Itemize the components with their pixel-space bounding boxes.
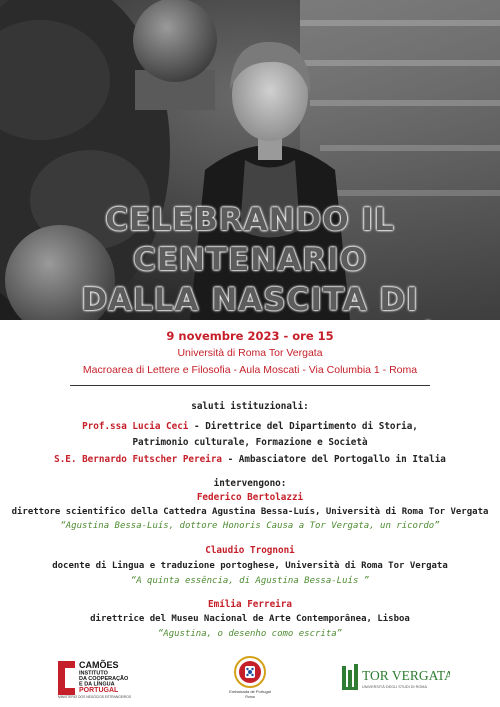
speaker-name: S.E. Bernardo Futscher Pereira [54,454,223,465]
speaker-role: - Direttrice del Dipartimento di Storia, [188,421,418,432]
camoes-line-3: E DA LÍNGUA [79,681,115,688]
talks-heading: intervengono: [213,478,287,489]
greeting-speaker-1-role-cont: Patrimonio culturale, Formazione e Società [132,437,368,448]
camoes-line-4: PORTUGAL [79,687,119,694]
embassy-caption-2: Roma [245,695,255,699]
embassy-logo [222,654,278,700]
greeting-speaker-2 [0,454,500,465]
tor-vergata-subtitle: UNIVERSITÀ DEGLI STUDI DI ROMA [362,685,427,689]
camoes-ministry: MINISTÉRIO DOS NEGÓCIOS ESTRANGEIROS [58,695,132,698]
camoes-line-2: DA COOPERAÇÃO [79,676,129,682]
camoes-line-1: INSTITUTO [79,670,108,677]
tor-vergata-name: TOR VERGATA [362,668,450,683]
talk-2-title: “A quinta essência, di Agustina Bessa-Luís ” [130,576,370,586]
event-venue-university: Università di Roma Tor Vergata [177,347,323,359]
talk-3-role: direttrice del Museu Nacional de Arte Contemporânea, Lisboa [90,614,410,624]
divider [70,385,430,386]
camoes-logo [55,658,175,698]
camoes-name: CAMÕES [79,660,119,670]
talk-1-role: direttore scientifico della Cattedra Agustina Bessa-Luís, Università di Roma Tor Vergata [11,507,489,517]
embassy-caption: Embaixada de Portugal [229,689,271,694]
portugal-crest-icon [222,654,278,700]
camoes-mark-icon [55,658,175,698]
tor-vergata-logo [340,662,450,694]
event-venue-address: Macroarea di Lettere e Filosofia - Aula Moscati - Via Columbia 1 - Roma [82,364,418,376]
tor-vergata-mark-icon [340,662,450,694]
talk-3-speaker: Emília Ferreira [208,599,292,610]
talk-2-role: docente di Lingua e traduzione portoghese, Università di Roma Tor Vergata [52,561,448,571]
speaker-name: Prof.ssa Lucia Ceci [82,421,189,432]
greetings-heading: saluti istituzionali: [191,401,309,412]
sponsor-logos [0,652,500,702]
talk-3-title: “Agustina, o desenho como escrita” [157,629,343,639]
hero-photo [0,0,500,320]
title-line-1: CELEBRANDO IL CENTENARIO [105,202,395,278]
talk-1-speaker: Federico Bertolazzi [196,492,304,503]
talk-2-speaker: Claudio Trognoni [205,545,295,556]
speaker-role: - Ambasciatore del Portogallo in Italia [222,454,446,465]
event-title [0,200,500,320]
talk-1-title: “Agustina Bessa-Luís, dottore Honoris Causa a Tor Vergata, un ricordo” [60,521,440,531]
event-date: 9 novembre 2023 - ore 15 [166,329,334,343]
greeting-speaker-1 [0,421,500,432]
title-line-2: DALLA NASCITA DI [81,282,419,318]
